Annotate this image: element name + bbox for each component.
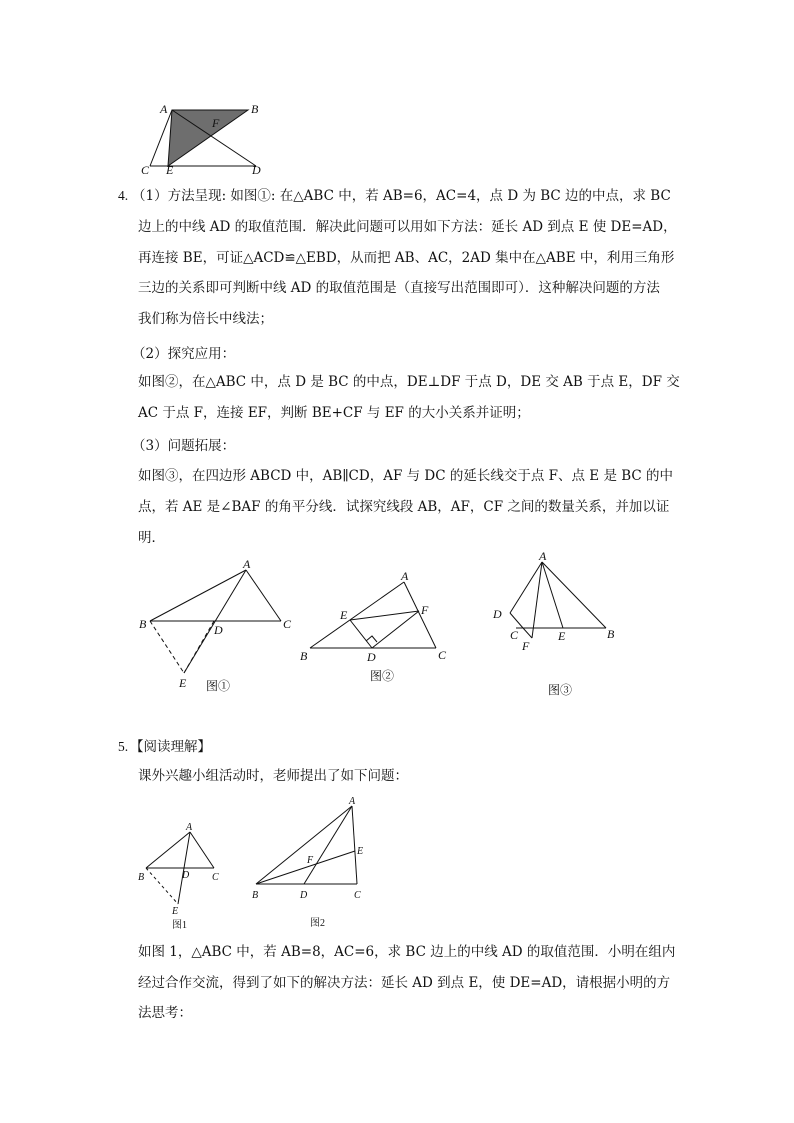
q5fig1-label-B: B: [138, 872, 145, 883]
q4-line-6: （2）探究应用：: [132, 346, 236, 362]
q4-line-12: 明．: [138, 530, 165, 546]
q5fig1-label-A: A: [186, 822, 193, 833]
q4-line-2: 边上的中线 AD 的取值范围．解决此问题可以用如下方法：延长 AD 到点 E 使 DE=AD，: [138, 219, 677, 235]
fig3-label-F: F: [522, 639, 530, 653]
q5fig1-label-C: C: [212, 872, 219, 883]
q4-line-10: 如图③，在四边形 ABCD 中，AB∥CD，AF 与 DC 的延长线交于点 F、点 E 是 BC 的中: [138, 468, 674, 484]
fig3-label-E: E: [558, 629, 566, 643]
fig3-label-A: A: [539, 549, 547, 563]
q5fig2-label-C: C: [354, 890, 361, 901]
q4-figure-1: [134, 556, 304, 696]
q4-figure-3: [488, 548, 628, 698]
fig1-caption: 图①: [206, 679, 231, 693]
q5-line-1: 如图 1，△ABC 中，若 AB=8，AC=6，求 BC 边上的中线 AD 的取值范围．小明在组内: [138, 944, 676, 960]
q5fig2-caption: 图2: [310, 918, 325, 929]
label-C: C: [141, 163, 150, 177]
fig3-label-C: C: [510, 628, 519, 642]
fig3-caption: 图③: [548, 683, 573, 697]
label-B: B: [251, 102, 259, 116]
fig3-label-D: D: [493, 607, 502, 621]
q4-line-9: （3）问题拓展：: [132, 438, 236, 454]
fig1-label-E: E: [179, 676, 187, 690]
top-parallelogram-figure: [130, 96, 280, 178]
fig2-label-D: D: [367, 650, 376, 664]
fig2-label-B: B: [300, 649, 308, 663]
q5fig2-label-A: A: [349, 796, 356, 807]
q4-line-5: 我们称为倍长中线法；: [138, 311, 273, 327]
fig2-caption: 图②: [370, 669, 395, 683]
q5-heading: 【阅读理解】: [130, 739, 211, 755]
label-E: E: [166, 163, 174, 177]
fig2-label-F: F: [421, 603, 429, 617]
q5fig1-label-E: E: [172, 906, 179, 917]
q5fig1-caption: 图1: [172, 920, 187, 931]
q5-line-2: 经过合作交流，得到了如下的解决方法：延长 AD 到点 E，使 DE=AD，请根据小明的方: [138, 975, 671, 991]
fig3-label-B: B: [607, 627, 615, 641]
q5fig2-label-E: E: [357, 846, 364, 857]
q5fig2-label-D: D: [300, 890, 308, 901]
fig2-label-A: A: [401, 569, 409, 583]
q4-line-1: （1）方法呈现: 如图①: 在△ABC 中，若 AB=6，AC=4，点 D 为 BC 边的中点，求 BC: [132, 188, 671, 204]
q5fig2-label-F: F: [307, 855, 314, 866]
fig1-label-C: C: [283, 617, 292, 631]
q5fig1-label-D: D: [182, 870, 190, 881]
q5-figure-2: [246, 792, 376, 932]
label-A: A: [160, 102, 168, 116]
q5-figure-1: [134, 820, 229, 932]
q5-number: 5.: [118, 739, 129, 754]
fig1-label-A: A: [243, 557, 251, 571]
label-D: D: [252, 163, 261, 177]
label-F: F: [212, 116, 220, 130]
q5-intro: 课外兴趣小组活动时，老师提出了如下问题：: [138, 768, 408, 784]
fig2-label-C: C: [438, 648, 447, 662]
q4-number: 4.: [118, 188, 129, 203]
shaded-triangle: [168, 110, 248, 166]
fig1-label-B: B: [139, 617, 147, 631]
q4-line-11: 点，若 AE 是∠BAF 的角平分线．试探究线段 AB，AF，CF 之间的数量关系，并加以证: [138, 499, 670, 515]
q4-figure-2: [296, 568, 456, 688]
q4-line-4: 三边的关系即可判断中线 AD 的取值范围是（直接写出范围即可）．这种解决问题的方法: [138, 280, 660, 296]
q5fig2-label-B: B: [252, 890, 259, 901]
q4-line-7: 如图②，在△ABC 中，点 D 是 BC 的中点，DE⊥DF 于点 D，DE 交 AB 于点 E，DF 交: [138, 374, 680, 390]
q5-line-3: 法思考：: [138, 1005, 192, 1021]
q4-line-3: 再连接 BE，可证△ACD≌△EBD，从而把 AB、AC，2AD 集中在△ABE 中，利用三角形: [138, 250, 675, 266]
fig2-label-E: E: [340, 608, 348, 622]
q4-line-8: AC 于点 F，连接 EF，判断 BE+CF 与 EF 的大小关系并证明；: [138, 405, 530, 421]
fig1-label-D: D: [214, 623, 223, 637]
